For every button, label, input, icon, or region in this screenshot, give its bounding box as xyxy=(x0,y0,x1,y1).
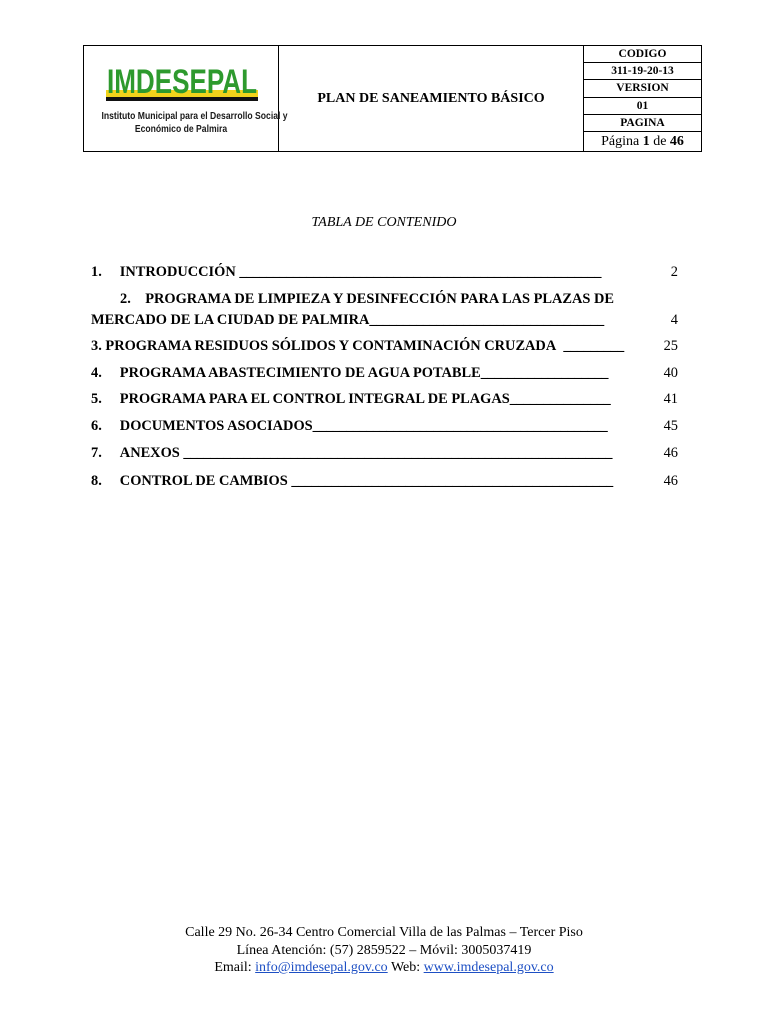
toc-entry-page: 46 xyxy=(663,473,678,489)
footer-contact xyxy=(0,959,768,977)
toc-entry-number: 4. xyxy=(91,365,102,381)
toc-entry-number: 6. xyxy=(91,418,102,434)
toc-entry[interactable] xyxy=(120,290,678,308)
imdesepal-logo xyxy=(106,60,258,110)
web-label: Web: xyxy=(390,960,421,975)
toc-entry[interactable]: 8. CONTROL DE CAMBIOS ________________________________________________ 46 xyxy=(91,473,678,489)
document-header xyxy=(83,45,702,152)
toc-entry-page: 41 xyxy=(663,391,678,407)
toc-entry-number: 1. xyxy=(91,264,102,280)
pagina-label: PAGINA xyxy=(584,115,701,132)
toc-entry[interactable]: 4. PROGRAMA ABASTECIMIENTO DE AGUA POTABLE___________________ 40 xyxy=(91,365,678,381)
toc-entry-text: ANEXOS xyxy=(119,445,180,461)
email-link[interactable]: info@imdesepal.gov.co xyxy=(255,960,388,975)
toc-entry-number: 7. xyxy=(91,445,102,461)
toc-entry-page: 40 xyxy=(663,365,678,381)
toc-entry-text: CONTROL DE CAMBIOS xyxy=(119,473,288,489)
version-value: 01 xyxy=(584,98,701,115)
toc-entry-page: 25 xyxy=(663,338,678,354)
toc-entry-page: 46 xyxy=(663,445,678,461)
footer-address: Calle 29 No. 26-34 Centro Comercial Villa de las Palmas – Tercer Piso xyxy=(185,925,583,940)
toc-entry[interactable]: 6. DOCUMENTOS ASOCIADOS____________________________________________ 45 xyxy=(91,418,678,434)
toc-entry-text: PROGRAMA DE LIMPIEZA Y DESINFECCIÓN PARA LAS PLAZAS DE xyxy=(145,291,614,307)
toc-entry[interactable]: 5. PROGRAMA PARA EL CONTROL INTEGRAL DE PLAGAS_______________ 41 xyxy=(91,391,678,407)
logo-cell xyxy=(84,46,288,151)
toc-entry-continuation[interactable]: MERCADO DE LA CIUDAD DE PALMIRA___________________________________ 4 xyxy=(91,312,678,328)
toc-entry[interactable]: 7. ANEXOS ________________________________________________________________ 46 xyxy=(91,445,678,461)
toc-entry[interactable]: 1. INTRODUCCIÓN ______________________________________________________ 2 xyxy=(91,264,678,280)
toc-entry-number: 2. xyxy=(120,291,131,307)
svg-text:IMDESEPAL: IMDESEPAL xyxy=(107,63,257,101)
codigo-label: CODIGO xyxy=(584,46,701,63)
logo-subtitle-line1: Instituto Municipal para el Desarrollo Social y xyxy=(101,110,288,122)
footer-phone: Línea Atención: (57) 2859522 – Móvil: 3005037419 xyxy=(236,942,532,958)
toc-entry-text: PROGRAMA ABASTECIMIENTO DE AGUA POTABLE xyxy=(119,365,481,381)
meta-table xyxy=(584,46,701,151)
toc-entry-number: 3. xyxy=(91,338,102,354)
web-link[interactable]: www.imdesepal.gov.co xyxy=(423,960,554,975)
toc-entry-page: 2 xyxy=(670,264,678,280)
toc-entry-text: INTRODUCCIÓN xyxy=(119,264,236,280)
logo-subtitle-line2: Económico de Palmira xyxy=(134,123,228,135)
toc-entry-text: PROGRAMA RESIDUOS SÓLIDOS Y CONTAMINACIÓN CRUZADA xyxy=(105,338,557,354)
email-label: Email: xyxy=(214,960,252,975)
toc-entry-number: 5. xyxy=(91,391,102,407)
toc-entry-text: PROGRAMA PARA EL CONTROL INTEGRAL DE PLAGAS xyxy=(119,391,510,407)
document-title: PLAN DE SANEAMIENTO BÁSICO xyxy=(279,46,584,151)
codigo-value: 311-19-20-13 xyxy=(584,63,701,80)
toc-entry-page: 4 xyxy=(670,312,678,328)
toc-entry-text: MERCADO DE LA CIUDAD DE PALMIRA xyxy=(91,312,370,328)
toc-entry-page: 45 xyxy=(663,418,678,434)
version-label: VERSION xyxy=(584,80,701,97)
toc-entry-number: 8. xyxy=(91,473,102,489)
toc-entry-text: DOCUMENTOS ASOCIADOS xyxy=(119,418,313,434)
page-footer xyxy=(0,924,768,977)
toc-heading: TABLA DE CONTENIDO xyxy=(311,215,457,230)
logo-subtitle xyxy=(101,110,288,136)
toc-entry[interactable]: 3. PROGRAMA RESIDUOS SÓLIDOS Y CONTAMINACIÓN CRUZADA _________ 25 xyxy=(91,338,678,354)
pagina-value: Página 1 de 46 xyxy=(601,133,684,149)
